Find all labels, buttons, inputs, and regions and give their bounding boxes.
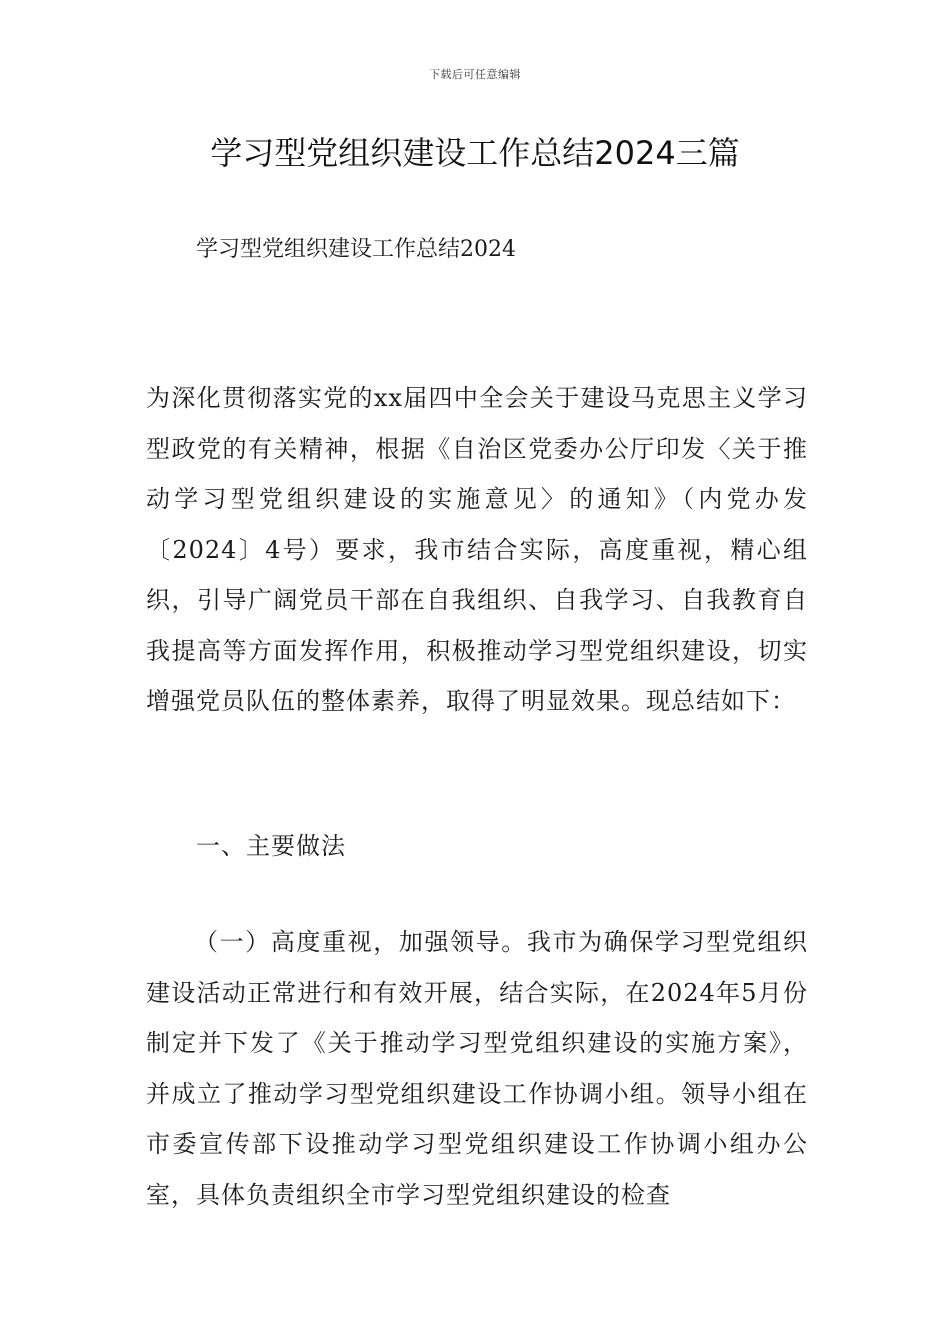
- section-heading: 一、主要做法: [196, 832, 346, 860]
- header-note: 下载后可任意编辑: [429, 68, 521, 81]
- document-subtitle: 学习型党组织建设工作总结2024: [196, 237, 516, 262]
- body-paragraph-section-1: （一）高度重视，加强领导。我市为确保学习型党组织建设活动正常进行和有效开展，结合实际，在2024年5月份制定并下发了《关于推动学习型党组织建设的实施方案》，并成立了推动学习型党组织建设工作协调小组。领导小组在市委宣传部下设推动学习型党组织建设工作协调小组办公室，具体负责组织全市学习型党组织建设的检查: [146, 928, 808, 1209]
- body-paragraph-intro: 为深化贯彻落实党的xx届四中全会关于建设马克思主义学习型政党的有关精神，根据《自治区党委办公厅印发〈关于推动学习型党组织建设的实施意见〉的通知》（内党办发〔2024〕4号）要求，我市结合实际，高度重视，精心组织，引导广阔党员干部在自我组织、自我学习、自我教育自我提高等方面发挥作用，积极推动学习型党组织建设，切实增强党员队伍的整体素养，取得了明显效果。现总结如下：: [146, 384, 808, 715]
- document-title: 学习型党组织建设工作总结2024三篇: [210, 134, 740, 172]
